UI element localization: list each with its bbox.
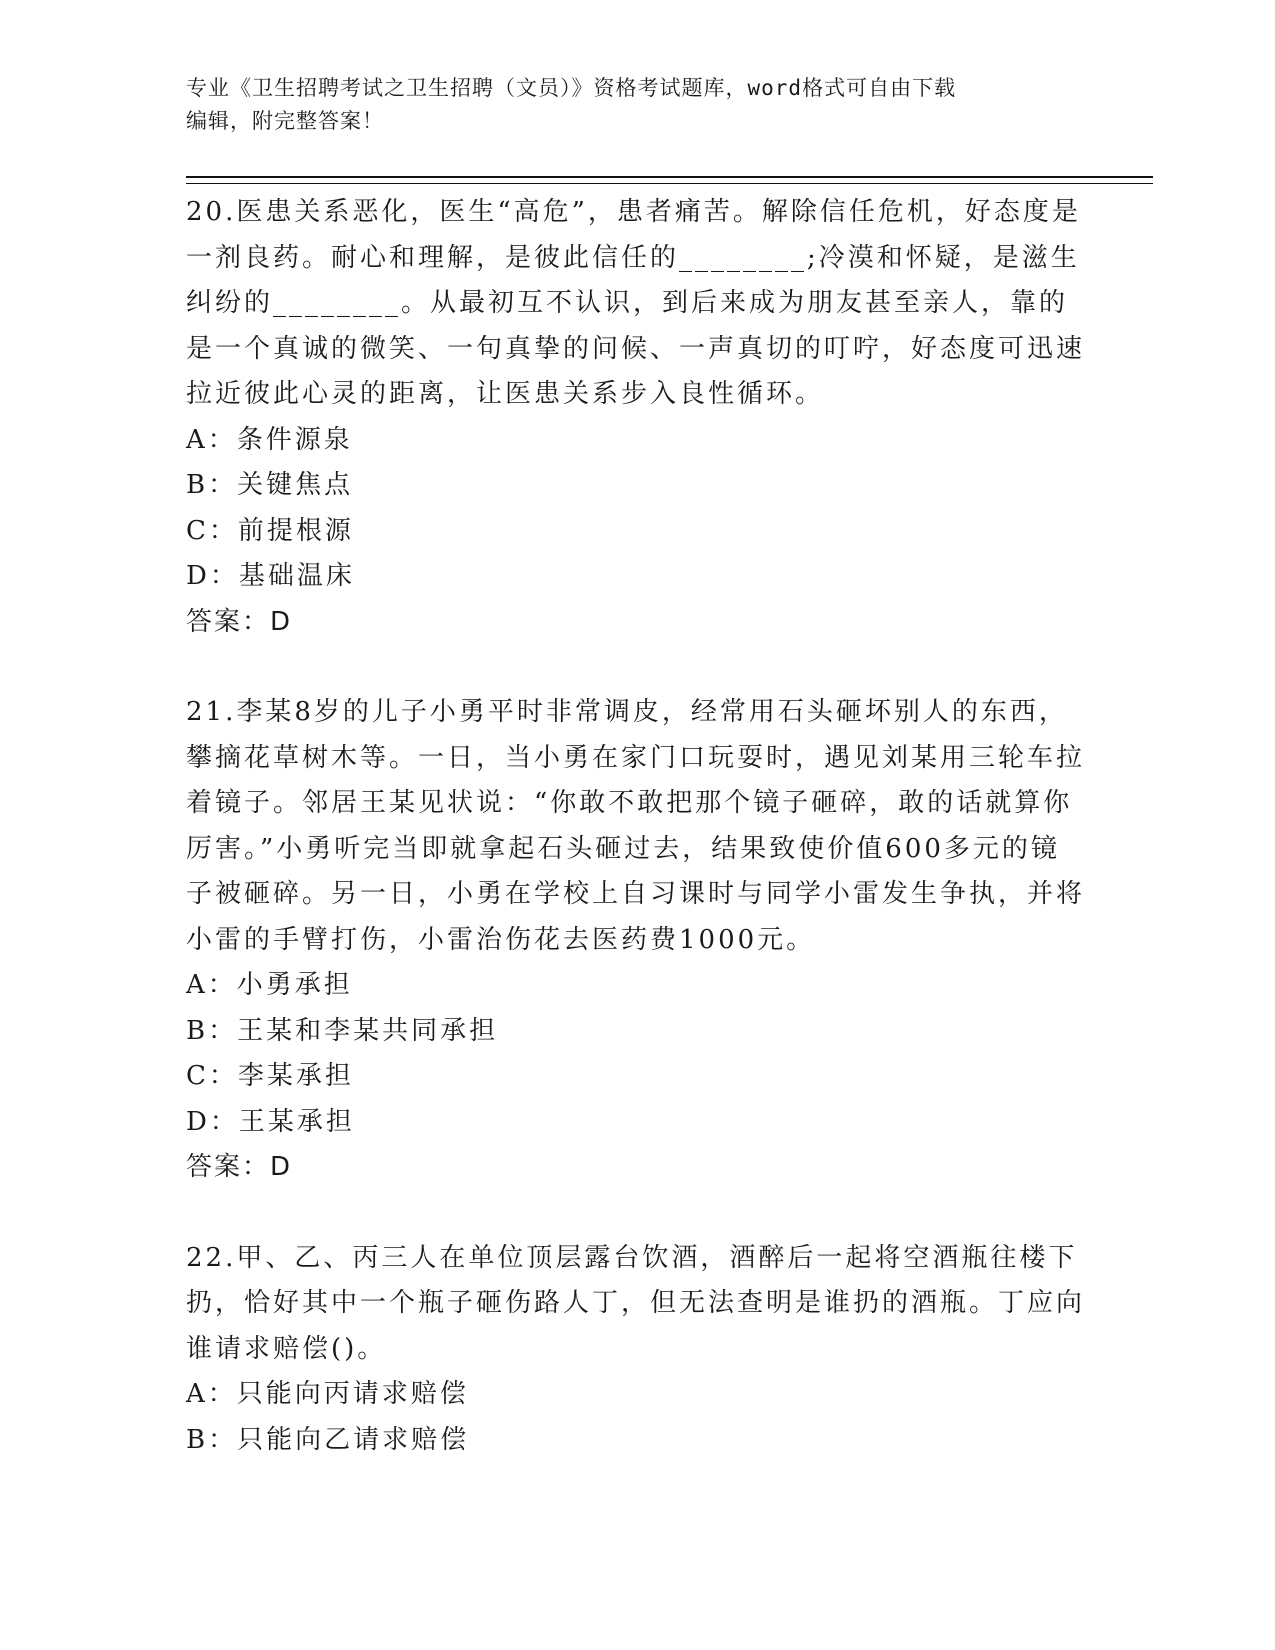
header-line-2: 编辑，附完整答案！ [186,109,384,133]
document-header [186,72,1086,138]
header-rule-thin [186,183,1153,184]
question-spacer [186,1191,1086,1236]
answer: 答案：D [186,606,293,637]
option-c: C：李某承担 [186,1061,354,1091]
header-line-1: 专业《卫生招聘考试之卫生招聘（文员）》资格考试题库，word格式可自由下载 [186,76,957,100]
option-b: B：关键焦点 [186,470,354,500]
header-rule-thick [186,176,1153,178]
question-22 [186,1236,1086,1464]
question-text: 20.医患关系恶化，医生“高危”，患者痛苦。解除信任危机，好态度是一剂良药。耐心和理解，是彼此信任的________;冷漠和怀疑，是滋生纠纷的________。从最初互不认识，到后来成为朋友甚至亲人，靠的是一个真诚的微笑、一句真挚的问候、一声真切的叮咛，好态度可迅速拉近彼此心灵的距离，让医患关系步入良性循环。 [186,197,1086,409]
option-d: D：基础温床 [186,561,355,591]
question-text: 22.甲、乙、丙三人在单位顶层露台饮酒，酒醉后一起将空酒瓶往楼下扔，恰好其中一个瓶子砸伤路人丁，但无法查明是谁扔的酒瓶。丁应向谁请求赔偿()。 [186,1242,1086,1364]
answer: 答案：D [186,1152,293,1182]
option-b: B：只能向乙请求赔偿 [186,1424,470,1455]
question-list [186,190,1086,1463]
option-c: C：前提根源 [186,515,354,546]
option-d: D：王某承担 [186,1106,355,1137]
question-20 [186,190,1086,645]
option-b: B：王某和李某共同承担 [186,1015,499,1046]
question-text: 21.李某8岁的儿子小勇平时非常调皮，经常用石头砸坏别人的东西，攀摘花草树木等。一日，当小勇在家门口玩耍时，遇见刘某用三轮车拉着镜子。邻居王某见状说：“你敢不敢把那个镜子砸碎，敢的话就算你厉害。”小勇听完当即就拿起石头砸过去，结果致使价值600多元的镜子被砸碎。另一日，小勇在学校上自习课时与同学小雷发生争执，并将小雷的手臂打伤，小雷治伤花去医药费1000元。 [186,697,1086,955]
question-21 [186,690,1086,1191]
option-a: A：条件源泉 [186,424,353,455]
option-a: A：小勇承担 [186,970,353,1000]
option-a: A：只能向丙请求赔偿 [186,1379,469,1409]
question-spacer [186,645,1086,690]
